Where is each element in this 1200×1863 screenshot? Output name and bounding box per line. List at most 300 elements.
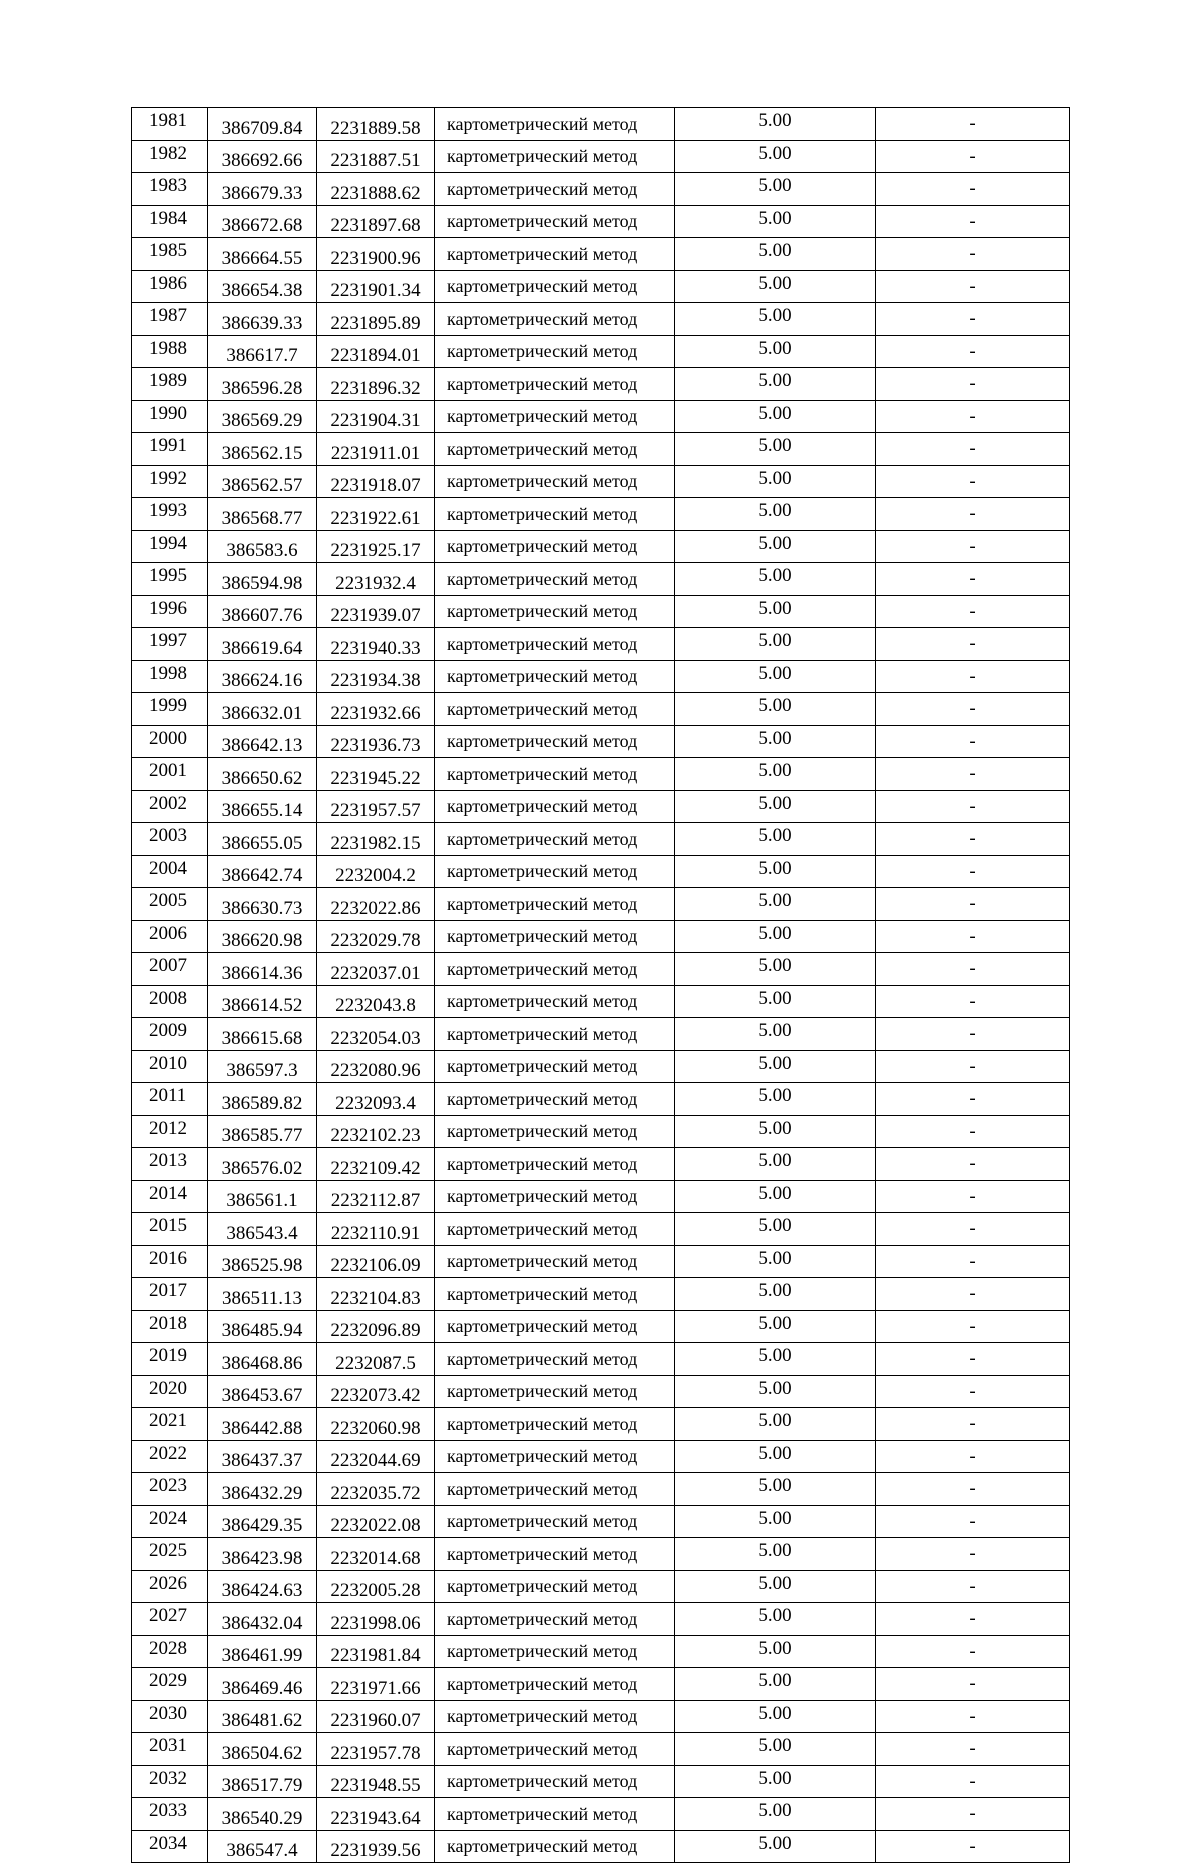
table-row [132, 433, 1070, 466]
note-cell: - [876, 433, 1070, 466]
coordinate-y-cell: 2232106.09 [317, 1245, 435, 1278]
note-cell: - [876, 725, 1070, 758]
accuracy-value-cell: 5.00 [675, 530, 876, 563]
coordinate-y-cell: 2232035.72 [317, 1473, 435, 1506]
accuracy-value-cell: 5.00 [675, 790, 876, 823]
coordinate-y-cell: 2232104.83 [317, 1278, 435, 1311]
accuracy-value-cell: 5.00 [675, 1603, 876, 1636]
coordinate-y-cell: 2231887.51 [317, 140, 435, 173]
coordinate-y-cell: 2232112.87 [317, 1180, 435, 1213]
accuracy-value-cell: 5.00 [675, 238, 876, 271]
coordinate-y-cell: 2232073.42 [317, 1375, 435, 1408]
coordinate-x-cell: 386615.68 [208, 1018, 317, 1051]
coordinate-x-cell: 386511.13 [208, 1278, 317, 1311]
accuracy-value-cell: 5.00 [675, 725, 876, 758]
coordinate-x-cell: 386620.98 [208, 920, 317, 953]
note-cell: - [876, 303, 1070, 336]
accuracy-value-cell: 5.00 [675, 660, 876, 693]
table-row [132, 1440, 1070, 1473]
table-row [132, 1083, 1070, 1116]
table-row [132, 1570, 1070, 1603]
note-cell: - [876, 1570, 1070, 1603]
point-number-cell: 1983 [132, 173, 208, 206]
coordinate-y-cell: 2231998.06 [317, 1603, 435, 1636]
coordinate-x-cell: 386485.94 [208, 1310, 317, 1343]
accuracy-value-cell: 5.00 [675, 920, 876, 953]
note-cell: - [876, 1343, 1070, 1376]
point-number-cell: 2023 [132, 1473, 208, 1506]
note-cell: - [876, 1083, 1070, 1116]
determination-method-cell: картометрический метод [435, 205, 675, 238]
determination-method-cell: картометрический метод [435, 1538, 675, 1571]
coordinate-y-cell: 2232054.03 [317, 1018, 435, 1051]
coordinate-x-cell: 386607.76 [208, 595, 317, 628]
table-row [132, 1473, 1070, 1506]
coordinate-x-cell: 386504.62 [208, 1733, 317, 1766]
determination-method-cell: картометрический метод [435, 563, 675, 596]
note-cell: - [876, 1668, 1070, 1701]
determination-method-cell: картометрический метод [435, 1278, 675, 1311]
coordinates-table [131, 107, 1070, 1863]
point-number-cell: 1984 [132, 205, 208, 238]
point-number-cell: 1992 [132, 465, 208, 498]
point-number-cell: 2001 [132, 758, 208, 791]
coordinate-x-cell: 386650.62 [208, 758, 317, 791]
point-number-cell: 1985 [132, 238, 208, 271]
determination-method-cell: картометрический метод [435, 693, 675, 726]
note-cell: - [876, 628, 1070, 661]
point-number-cell: 2003 [132, 823, 208, 856]
note-cell: - [876, 1310, 1070, 1343]
table-row [132, 173, 1070, 206]
note-cell: - [876, 1700, 1070, 1733]
coordinate-y-cell: 2231918.07 [317, 465, 435, 498]
coordinate-x-cell: 386655.14 [208, 790, 317, 823]
point-number-cell: 1986 [132, 270, 208, 303]
determination-method-cell: картометрический метод [435, 108, 675, 141]
accuracy-value-cell: 5.00 [675, 1310, 876, 1343]
accuracy-value-cell: 5.00 [675, 173, 876, 206]
table-row [132, 108, 1070, 141]
coordinate-x-cell: 386619.64 [208, 628, 317, 661]
accuracy-value-cell: 5.00 [675, 205, 876, 238]
coordinate-x-cell: 386692.66 [208, 140, 317, 173]
accuracy-value-cell: 5.00 [675, 465, 876, 498]
note-cell: - [876, 920, 1070, 953]
note-cell: - [876, 1603, 1070, 1636]
table-row [132, 953, 1070, 986]
table-row [132, 1375, 1070, 1408]
accuracy-value-cell: 5.00 [675, 693, 876, 726]
coordinate-x-cell: 386614.52 [208, 985, 317, 1018]
determination-method-cell: картометрический метод [435, 725, 675, 758]
note-cell: - [876, 205, 1070, 238]
table-row [132, 140, 1070, 173]
coordinate-y-cell: 2232022.08 [317, 1505, 435, 1538]
accuracy-value-cell: 5.00 [675, 1278, 876, 1311]
coordinate-y-cell: 2231900.96 [317, 238, 435, 271]
table-row [132, 1245, 1070, 1278]
point-number-cell: 1981 [132, 108, 208, 141]
table-row [132, 790, 1070, 823]
coordinate-x-cell: 386543.4 [208, 1213, 317, 1246]
point-number-cell: 2005 [132, 888, 208, 921]
determination-method-cell: картометрический метод [435, 433, 675, 466]
determination-method-cell: картометрический метод [435, 855, 675, 888]
point-number-cell: 1994 [132, 530, 208, 563]
coordinate-x-cell: 386429.35 [208, 1505, 317, 1538]
coordinate-y-cell: 2231932.4 [317, 563, 435, 596]
point-number-cell: 1982 [132, 140, 208, 173]
point-number-cell: 2017 [132, 1278, 208, 1311]
note-cell: - [876, 173, 1070, 206]
coordinate-y-cell: 2232110.91 [317, 1213, 435, 1246]
note-cell: - [876, 400, 1070, 433]
coordinate-x-cell: 386639.33 [208, 303, 317, 336]
point-number-cell: 2013 [132, 1148, 208, 1181]
coordinate-y-cell: 2232037.01 [317, 953, 435, 986]
coordinate-y-cell: 2231888.62 [317, 173, 435, 206]
coordinate-y-cell: 2231895.89 [317, 303, 435, 336]
note-cell: - [876, 1635, 1070, 1668]
accuracy-value-cell: 5.00 [675, 888, 876, 921]
note-cell: - [876, 140, 1070, 173]
table-row [132, 920, 1070, 953]
accuracy-value-cell: 5.00 [675, 1375, 876, 1408]
determination-method-cell: картометрический метод [435, 1440, 675, 1473]
note-cell: - [876, 1148, 1070, 1181]
determination-method-cell: картометрический метод [435, 660, 675, 693]
table-row [132, 888, 1070, 921]
coordinate-y-cell: 2231894.01 [317, 335, 435, 368]
determination-method-cell: картометрический метод [435, 465, 675, 498]
accuracy-value-cell: 5.00 [675, 270, 876, 303]
coordinate-x-cell: 386547.4 [208, 1830, 317, 1863]
point-number-cell: 2002 [132, 790, 208, 823]
coordinate-x-cell: 386624.16 [208, 660, 317, 693]
coordinate-x-cell: 386453.67 [208, 1375, 317, 1408]
table-row [132, 1343, 1070, 1376]
point-number-cell: 2020 [132, 1375, 208, 1408]
determination-method-cell: картометрический метод [435, 1798, 675, 1831]
accuracy-value-cell: 5.00 [675, 1083, 876, 1116]
determination-method-cell: картометрический метод [435, 140, 675, 173]
table-row [132, 563, 1070, 596]
determination-method-cell: картометрический метод [435, 1635, 675, 1668]
table-row [132, 465, 1070, 498]
table-row [132, 1830, 1070, 1863]
note-cell: - [876, 1733, 1070, 1766]
accuracy-value-cell: 5.00 [675, 1765, 876, 1798]
accuracy-value-cell: 5.00 [675, 628, 876, 661]
table-row [132, 1635, 1070, 1668]
table-row [132, 1765, 1070, 1798]
table-row [132, 1668, 1070, 1701]
note-cell: - [876, 1050, 1070, 1083]
accuracy-value-cell: 5.00 [675, 758, 876, 791]
determination-method-cell: картометрический метод [435, 595, 675, 628]
accuracy-value-cell: 5.00 [675, 400, 876, 433]
point-number-cell: 2010 [132, 1050, 208, 1083]
point-number-cell: 2034 [132, 1830, 208, 1863]
coordinate-y-cell: 2232029.78 [317, 920, 435, 953]
coordinate-x-cell: 386679.33 [208, 173, 317, 206]
point-number-cell: 1987 [132, 303, 208, 336]
accuracy-value-cell: 5.00 [675, 368, 876, 401]
determination-method-cell: картометрический метод [435, 1180, 675, 1213]
coordinate-y-cell: 2231971.66 [317, 1668, 435, 1701]
determination-method-cell: картометрический метод [435, 1375, 675, 1408]
determination-method-cell: картометрический метод [435, 1830, 675, 1863]
note-cell: - [876, 1798, 1070, 1831]
table-row [132, 1505, 1070, 1538]
table-row [132, 1310, 1070, 1343]
coordinate-x-cell: 386424.63 [208, 1570, 317, 1603]
determination-method-cell: картометрический метод [435, 1245, 675, 1278]
coordinate-y-cell: 2232004.2 [317, 855, 435, 888]
table-row [132, 400, 1070, 433]
coordinate-y-cell: 2231948.55 [317, 1765, 435, 1798]
note-cell: - [876, 1245, 1070, 1278]
coordinate-y-cell: 2231889.58 [317, 108, 435, 141]
coordinate-y-cell: 2231922.61 [317, 498, 435, 531]
coordinate-y-cell: 2231932.66 [317, 693, 435, 726]
determination-method-cell: картометрический метод [435, 790, 675, 823]
note-cell: - [876, 465, 1070, 498]
accuracy-value-cell: 5.00 [675, 335, 876, 368]
accuracy-value-cell: 5.00 [675, 1440, 876, 1473]
coordinate-y-cell: 2232080.96 [317, 1050, 435, 1083]
determination-method-cell: картометрический метод [435, 368, 675, 401]
table-row [132, 693, 1070, 726]
coordinate-x-cell: 386517.79 [208, 1765, 317, 1798]
table-row [132, 303, 1070, 336]
note-cell: - [876, 270, 1070, 303]
note-cell: - [876, 1440, 1070, 1473]
point-number-cell: 2016 [132, 1245, 208, 1278]
table-row [132, 498, 1070, 531]
table-row [132, 1538, 1070, 1571]
accuracy-value-cell: 5.00 [675, 1635, 876, 1668]
table-row [132, 368, 1070, 401]
determination-method-cell: картометрический метод [435, 1733, 675, 1766]
coordinate-y-cell: 2232096.89 [317, 1310, 435, 1343]
coordinate-x-cell: 386583.6 [208, 530, 317, 563]
accuracy-value-cell: 5.00 [675, 1830, 876, 1863]
coordinate-x-cell: 386594.98 [208, 563, 317, 596]
accuracy-value-cell: 5.00 [675, 1538, 876, 1571]
note-cell: - [876, 1213, 1070, 1246]
coordinate-y-cell: 2231934.38 [317, 660, 435, 693]
accuracy-value-cell: 5.00 [675, 1798, 876, 1831]
accuracy-value-cell: 5.00 [675, 1570, 876, 1603]
accuracy-value-cell: 5.00 [675, 1115, 876, 1148]
determination-method-cell: картометрический метод [435, 303, 675, 336]
point-number-cell: 1998 [132, 660, 208, 693]
point-number-cell: 1999 [132, 693, 208, 726]
note-cell: - [876, 368, 1070, 401]
accuracy-value-cell: 5.00 [675, 1408, 876, 1441]
point-number-cell: 2004 [132, 855, 208, 888]
coordinate-y-cell: 2231981.84 [317, 1635, 435, 1668]
coordinate-y-cell: 2232043.8 [317, 985, 435, 1018]
coordinate-x-cell: 386709.84 [208, 108, 317, 141]
coordinate-x-cell: 386432.29 [208, 1473, 317, 1506]
point-number-cell: 2006 [132, 920, 208, 953]
accuracy-value-cell: 5.00 [675, 1668, 876, 1701]
accuracy-value-cell: 5.00 [675, 953, 876, 986]
point-number-cell: 2029 [132, 1668, 208, 1701]
point-number-cell: 2028 [132, 1635, 208, 1668]
point-number-cell: 2025 [132, 1538, 208, 1571]
accuracy-value-cell: 5.00 [675, 1245, 876, 1278]
note-cell: - [876, 888, 1070, 921]
coordinate-x-cell: 386561.1 [208, 1180, 317, 1213]
accuracy-value-cell: 5.00 [675, 1343, 876, 1376]
coordinate-x-cell: 386585.77 [208, 1115, 317, 1148]
note-cell: - [876, 790, 1070, 823]
table-row [132, 758, 1070, 791]
determination-method-cell: картометрический метод [435, 1408, 675, 1441]
determination-method-cell: картометрический метод [435, 1115, 675, 1148]
determination-method-cell: картометрический метод [435, 1148, 675, 1181]
accuracy-value-cell: 5.00 [675, 498, 876, 531]
accuracy-value-cell: 5.00 [675, 1505, 876, 1538]
determination-method-cell: картометрический метод [435, 173, 675, 206]
accuracy-value-cell: 5.00 [675, 303, 876, 336]
coordinate-x-cell: 386630.73 [208, 888, 317, 921]
accuracy-value-cell: 5.00 [675, 563, 876, 596]
coordinate-x-cell: 386576.02 [208, 1148, 317, 1181]
determination-method-cell: картометрический метод [435, 1343, 675, 1376]
point-number-cell: 2014 [132, 1180, 208, 1213]
coordinate-y-cell: 2231957.57 [317, 790, 435, 823]
coordinate-y-cell: 2232014.68 [317, 1538, 435, 1571]
coordinate-y-cell: 2231939.07 [317, 595, 435, 628]
determination-method-cell: картометрический метод [435, 920, 675, 953]
accuracy-value-cell: 5.00 [675, 1700, 876, 1733]
determination-method-cell: картометрический метод [435, 238, 675, 271]
determination-method-cell: картометрический метод [435, 1213, 675, 1246]
table-row [132, 1700, 1070, 1733]
determination-method-cell: картометрический метод [435, 1765, 675, 1798]
accuracy-value-cell: 5.00 [675, 1213, 876, 1246]
determination-method-cell: картометрический метод [435, 1603, 675, 1636]
note-cell: - [876, 693, 1070, 726]
coordinate-x-cell: 386642.13 [208, 725, 317, 758]
table-row [132, 1278, 1070, 1311]
determination-method-cell: картометрический метод [435, 1505, 675, 1538]
table-row [132, 1798, 1070, 1831]
coordinate-x-cell: 386437.37 [208, 1440, 317, 1473]
point-number-cell: 2021 [132, 1408, 208, 1441]
coordinate-y-cell: 2232005.28 [317, 1570, 435, 1603]
determination-method-cell: картометрический метод [435, 888, 675, 921]
accuracy-value-cell: 5.00 [675, 985, 876, 1018]
note-cell: - [876, 1180, 1070, 1213]
table-row [132, 628, 1070, 661]
point-number-cell: 1988 [132, 335, 208, 368]
coordinate-y-cell: 2231901.34 [317, 270, 435, 303]
table-row [132, 270, 1070, 303]
point-number-cell: 1996 [132, 595, 208, 628]
point-number-cell: 2032 [132, 1765, 208, 1798]
note-cell: - [876, 660, 1070, 693]
determination-method-cell: картометрический метод [435, 628, 675, 661]
accuracy-value-cell: 5.00 [675, 1148, 876, 1181]
coordinate-x-cell: 386568.77 [208, 498, 317, 531]
coordinate-x-cell: 386562.57 [208, 465, 317, 498]
accuracy-value-cell: 5.00 [675, 140, 876, 173]
determination-method-cell: картометрический метод [435, 335, 675, 368]
coordinate-x-cell: 386655.05 [208, 823, 317, 856]
table-row [132, 530, 1070, 563]
table-row [132, 823, 1070, 856]
point-number-cell: 2026 [132, 1570, 208, 1603]
point-number-cell: 2012 [132, 1115, 208, 1148]
accuracy-value-cell: 5.00 [675, 108, 876, 141]
coordinate-y-cell: 2231896.32 [317, 368, 435, 401]
coordinates-table-body [132, 108, 1070, 1863]
point-number-cell: 2008 [132, 985, 208, 1018]
coordinate-y-cell: 2231960.07 [317, 1700, 435, 1733]
determination-method-cell: картометрический метод [435, 1668, 675, 1701]
coordinate-y-cell: 2231939.56 [317, 1830, 435, 1863]
note-cell: - [876, 985, 1070, 1018]
accuracy-value-cell: 5.00 [675, 433, 876, 466]
coordinate-y-cell: 2232102.23 [317, 1115, 435, 1148]
note-cell: - [876, 1278, 1070, 1311]
determination-method-cell: картометрический метод [435, 985, 675, 1018]
coordinate-x-cell: 386569.29 [208, 400, 317, 433]
coordinate-y-cell: 2231940.33 [317, 628, 435, 661]
point-number-cell: 2022 [132, 1440, 208, 1473]
coordinate-y-cell: 2232022.86 [317, 888, 435, 921]
point-number-cell: 1995 [132, 563, 208, 596]
note-cell: - [876, 823, 1070, 856]
determination-method-cell: картометрический метод [435, 1083, 675, 1116]
table-row [132, 1050, 1070, 1083]
point-number-cell: 1997 [132, 628, 208, 661]
table-row [132, 1213, 1070, 1246]
coordinate-y-cell: 2231897.68 [317, 205, 435, 238]
point-number-cell: 2000 [132, 725, 208, 758]
note-cell: - [876, 108, 1070, 141]
point-number-cell: 1993 [132, 498, 208, 531]
determination-method-cell: картометрический метод [435, 1700, 675, 1733]
coordinate-y-cell: 2231936.73 [317, 725, 435, 758]
table-row [132, 1733, 1070, 1766]
point-number-cell: 2031 [132, 1733, 208, 1766]
table-row [132, 1408, 1070, 1441]
table-row [132, 1180, 1070, 1213]
table-row [132, 238, 1070, 271]
note-cell: - [876, 1115, 1070, 1148]
determination-method-cell: картометрический метод [435, 953, 675, 986]
coordinate-x-cell: 386597.3 [208, 1050, 317, 1083]
note-cell: - [876, 1830, 1070, 1863]
table-row [132, 1148, 1070, 1181]
point-number-cell: 1991 [132, 433, 208, 466]
point-number-cell: 2019 [132, 1343, 208, 1376]
coordinate-x-cell: 386596.28 [208, 368, 317, 401]
note-cell: - [876, 563, 1070, 596]
coordinate-x-cell: 386525.98 [208, 1245, 317, 1278]
determination-method-cell: картометрический метод [435, 1473, 675, 1506]
coordinate-x-cell: 386614.36 [208, 953, 317, 986]
note-cell: - [876, 1375, 1070, 1408]
point-number-cell: 2011 [132, 1083, 208, 1116]
